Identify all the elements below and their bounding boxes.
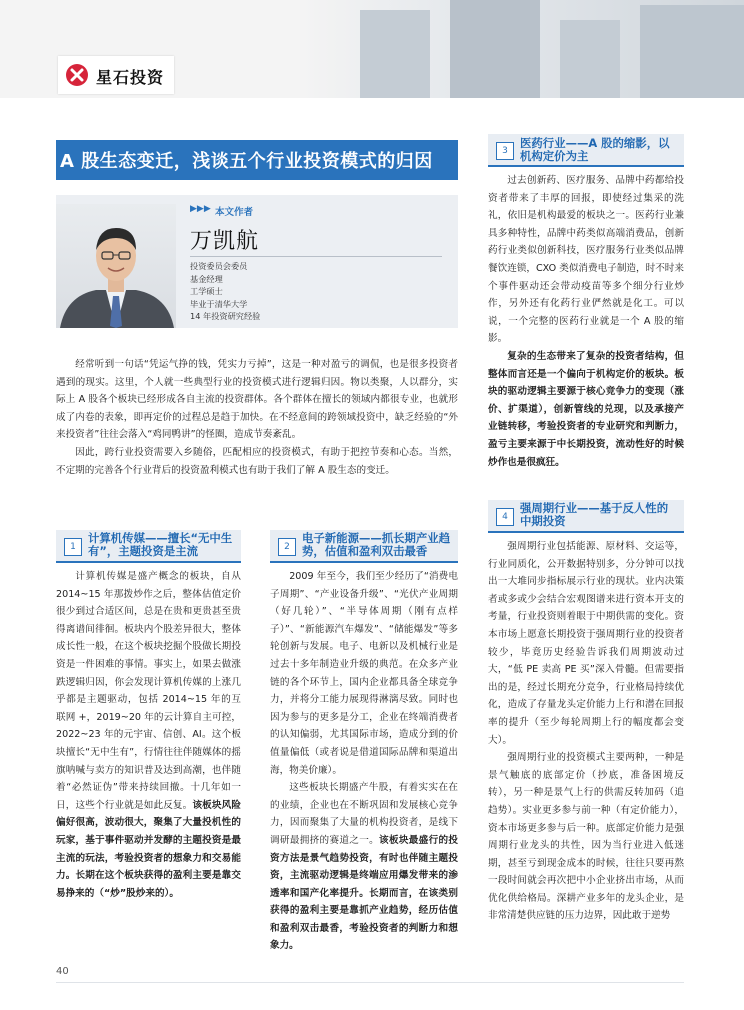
section-1-number: 1 — [64, 538, 82, 556]
author-label: 本文作者 — [215, 207, 254, 218]
paragraph-text: 计算机传媒是盛产概念的板块，自从 2014~15 年那拨炒作之后，整体估值定价很少到过合适区间，总是在贵和更贵甚至贵得离谱间徘徊。板块内个股差异很大，整体成长性一般，在这个板块挖掘个股做长期投资是一件困难的事情。事实上，如果去做涨跌逻辑归因，你会发现计算机传媒的上涨几乎都是主题驱动，包括 2014~15 年的互联网 +，2019~20 年的云计算自主可控，2022~23 年的元宇宙、信创、AI。这个板块擅长“无中生有”，行情往往伴随媒体的摇旗呐喊与卖方的知识普及达到高潮，也伴随着“必然证伪”带来持续回撤。十几年如一日，这些个行业就是如此反复。 — [56, 571, 241, 811]
author-divider — [190, 256, 442, 257]
section-paragraph — [270, 568, 458, 779]
section-1-title — [88, 532, 238, 558]
section-title-line: 电子新能源——抓长期产业趋 — [302, 531, 451, 545]
section-title-line: 有”，主题投资是主流 — [88, 544, 199, 558]
credential-line: 投资委员会委员 — [190, 261, 248, 271]
intro-text — [56, 356, 458, 479]
brand-logo — [58, 56, 174, 94]
credential-line: 毕业于清华大学 — [190, 298, 248, 309]
section-paragraph — [488, 172, 684, 348]
paragraph-text: 2009 年至今，我们至少经历了“消费电子周期”、“产业设备升级”、“光伏产业周期（好几轮）”、“半导体周期（刚有点样子）”、“新能源汽车爆发”、“储能爆发”等多轮创新与发展。电子、电新以及机械行业是过去十多年制造业升级的典范。在众多产业链的各个环节上，国内企业都具备全球竞争力，并将分工能力展现得淋漓尽致。同时也因为参与的更多是分工，企业在终端消费者的认知偏弱，尤其国际市场，造成分到的价值量偏低（或者说是借道国际品牌和渠道出海，物美价廉）。 — [270, 571, 458, 776]
section-paragraph — [488, 749, 684, 925]
paragraph-text: 这些板块长期盛产牛股，有着实实在在的业绩，企业也在不断巩固和发展核心竞争力，因而聚集了大量的机构投资者，是线下调研最拥挤的赛道之一。 — [270, 782, 458, 846]
credential-line: 14 年投资研究经验 — [190, 311, 261, 322]
section-2-body — [270, 568, 458, 955]
section-paragraph — [270, 779, 458, 955]
page-number: 40 — [56, 966, 69, 977]
logo-icon — [66, 64, 88, 86]
paragraph-text: 强周期行业包括能源、原材料、交运等，行业同质化，公开数据特别多，分分钟可以找出一大堆同步指标展示行业的现状。业内决策者或多或少会结合宏观图谱来进行资本开支的考量，行业投资则着眼于中期供需的变化。资本市场上愿意长期投资于强周期行业的投资者较少，毕竟历史经验告诉我们周期波动过大，“低 PE 卖高 PE 买”深入骨髓。但需要指出的是，经过长期充分竞争，行业格局持续优化，造成了存量龙头定价能力上行和潜在回报率的提升（至少每轮周期上行的幅度都会变大）。 — [488, 541, 684, 746]
paragraph-bold-text: 该板块最盛行的投资方法是景气趋势投资，有时也伴随主题投资，主流驱动逻辑是终端应用爆发带来的渗透率和国产化率提升。长期而言，在该类别获得的盈利主要是靠抓产业趋势，经历估值和盈利双击最香，考验投资者的判断力和想象力。 — [270, 834, 459, 952]
credential-line: 基金经理 — [190, 273, 223, 284]
section-title-line: 强周期行业——基于反人性的 — [520, 501, 669, 515]
section-title-line: 计算机传媒——擅长“无中生 — [88, 531, 233, 545]
header-building-image — [300, 0, 744, 98]
author-label-arrows: ▶▶▶ — [190, 204, 211, 214]
section-paragraph — [488, 538, 684, 749]
section-1-body — [56, 568, 241, 902]
section-4-title — [520, 502, 682, 528]
section-4-number: 4 — [496, 508, 514, 526]
intro-paragraph: 经常听到一句话“凭运气挣的钱，凭实力亏掉”，这是一种对盈亏的调侃，也是很多投资者遇到的现实。这里，个人就一些典型行业的投资模式进行逻辑归因。物以类聚，人以群分，实际上 A 股各个板块已经形成各自主流的投资群体。各个群体在擅长的领域内都很专业，也就形成了内卷的表象，即再定价的过程总是趋于加快。在不经意间的跨领域投资中，缺乏经验的“外来投资者”往往会落入“鸡同鸭讲”的怪圈，造成节奏紊乱。 — [56, 359, 458, 441]
author-photo — [56, 204, 176, 328]
section-2-title — [302, 532, 456, 558]
author-name: 万凯航 — [190, 229, 260, 254]
section-4-body — [488, 538, 684, 925]
section-3-body — [488, 172, 684, 471]
section-3-number: 3 — [496, 142, 514, 160]
paragraph-bold-text: 该板块风险偏好很高，波动很大，聚集了大量投机性的玩家，基于事件驱动并发酵的主题投资是最主流的玩法，考验投资者的想象力和交易能力。长期在这个板块获得的盈利主要是靠交易挣来的（“炒”股炒来的）。 — [56, 799, 242, 899]
section-2-number: 2 — [278, 538, 296, 556]
article-title: A 股生态变迁，浅谈五个行业投资模式的归因 — [60, 151, 433, 172]
logo-text: 星石投资 — [96, 68, 165, 87]
paragraph-bold-text: 复杂的生态带来了复杂的投资者结构，但整体而言还是一个偏向于机构定价的板块。板块的驱动逻辑主要源于核心竞争力的变现（涨价、扩渠道），创新管线的兑现，以及承接产业链转移，考验投资者的专业研究和判断力，盈亏主要来源于中长期投资，流动性好的时候炒作也是很疯狂。 — [488, 350, 684, 468]
section-title-line: 势，估值和盈利双击最香 — [302, 544, 428, 558]
section-title-line: 机构定价为主 — [520, 149, 589, 163]
footer-rule — [56, 982, 684, 983]
section-title-line: 医药行业——A 股的缩影，以 — [520, 136, 670, 150]
author-credentials — [190, 260, 260, 323]
section-3-title — [520, 137, 682, 163]
paragraph-text: 强周期行业的投资模式主要两种，一种是景气触底的底部定价（抄底，准备困境反转），另一种是景气上行的供需反转加码（追趋势）。实业更多参与前一种（有定价能力），资本市场更多参与后一种。底部定价能力是强周期行业龙头的共性，因为当行业进入低迷期，甚至亏到现金成本的时候，往往只要再熬一段时间就会再次把中小企业挤出市场，从而优化供给格局。深耕产业多年的龙头企业，是非常清楚供应链的压力边界，因此敢于逆势 — [488, 752, 684, 922]
section-paragraph — [56, 568, 241, 902]
credential-line: 工学硕士 — [190, 286, 223, 297]
section-paragraph — [488, 348, 684, 471]
intro-paragraph: 因此，跨行业投资需要入乡随俗，匹配相应的投资模式，有助于把控节奏和心态。当然，不定期的完善各个行业背后的投资盈利模式也有助于我们了解 A 股生态的变迁。 — [56, 446, 458, 476]
paragraph-text: 过去创新药、医疗服务、品牌中药都给投资者带来了丰厚的回报，即使经过集采的洗礼，依旧是机构最爱的板块之一。医药行业兼具多种特性，品牌中药类似高端消费品，创新药行业类似创新科技，医疗服务行业类似品牌餐饮连锁，CXO 类似消费电子制造，时不时来个事件驱动还会带动疫苗等多个细分行业炒作，另外还有化药行业俨然就是化工。可以说，一个完整的医药行业就是一个 A 股的缩影。 — [488, 175, 684, 345]
section-title-line: 中期投资 — [520, 514, 566, 528]
